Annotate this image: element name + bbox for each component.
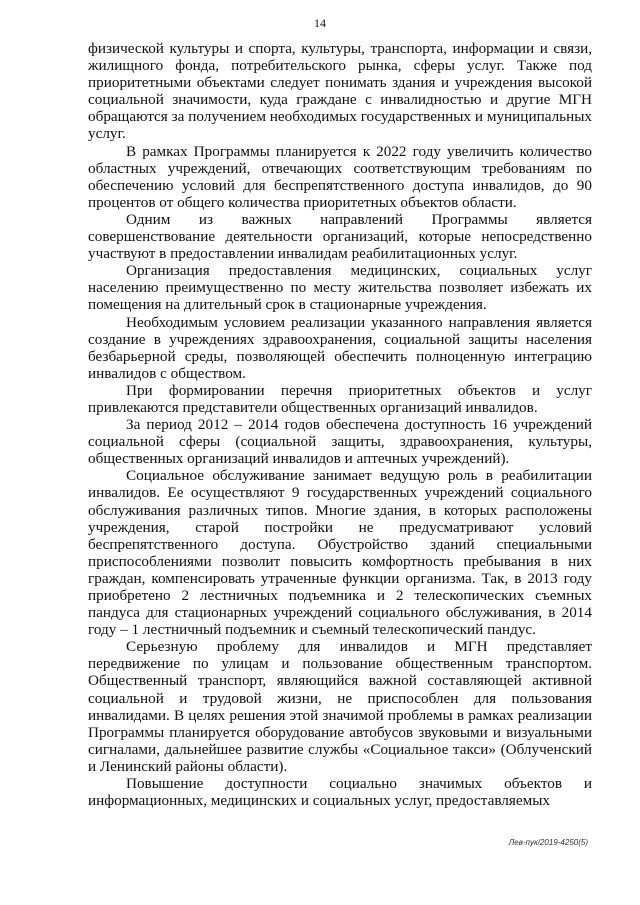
document-body bbox=[88, 40, 592, 809]
paragraph: Необходимым условием реализации указанного направления является создание в учреждениях здравоохранения, социальной защиты населения безбарьерной среды, позволяющей обеспечить полноценную интеграцию инвалидов с обществом. bbox=[88, 313, 592, 382]
paragraph: За период 2012 – 2014 годов обеспечена доступность 16 учреждений социальной сферы (социальной защиты, здравоохранения, культуры, общественных организаций инвалидов и аптечных учреждений). bbox=[88, 416, 592, 468]
page-number: 14 bbox=[314, 16, 326, 30]
paragraph: Организация предоставления медицинских, социальных услуг населению преимущественно по месту жительства позволяет избежать их помещения на длительный срок в стационарные учреждения. bbox=[88, 262, 592, 314]
paragraph: Повышение доступности социально значимых объектов и информационных, медицинских и социальных услуг, предоставляемых bbox=[88, 775, 592, 810]
paragraph: При формировании перечня приоритетных объектов и услуг привлекаются представители общественных организаций инвалидов. bbox=[88, 381, 592, 416]
paragraph: Социальное обслуживание занимает ведущую роль в реабилитации инвалидов. Ее осуществляют 9 государственных учреждений социального обслуживания различных типов. Многие здания, в которых расположены учреждения, старой постройки не предусматривают условий беспрепятственного доступа. Обустройство зданий специальными приспособлениями позволит повысить комфортность пребывания в них граждан, компенсировать утраченные функции организма. Так, в 2013 году приобретено 2 лестничных подъемника и 2 телескопических съемных пандуса для стационарных учреждений социального обслуживания, в 2014 году – 1 лестничный подъемник и съемный телескопический пандус. bbox=[88, 467, 592, 639]
paragraph: Одним из важных направлений Программы является совершенствование деятельности организаций, которые непосредственно участвуют в предоставлении инвалидам реабилитационных услуг. bbox=[88, 210, 592, 263]
paragraph: Серьезную проблему для инвалидов и МГН представляет передвижение по улицам и пользование общественным транспортом. Общественный транспорт, являющийся важной составляющей активной социальной и трудовой жизни, не приспособлен для пользования инвалидами. В целях решения этой значимой проблемы в рамках реализации Программы планируется оборудование автобусов звуковыми и визуальными сигналами, дальнейшее развитие службы «Социальное такси» (Облученский и Ленинский районы области). bbox=[88, 638, 592, 775]
paragraph: В рамках Программы планируется к 2022 году увеличить количество областных учреждений, отвечающих соответствующим требованиям по обеспечению условий для беспрепятственного доступа инвалидов, до 90 процентов от общего количества приоритетных объектов области. bbox=[88, 142, 592, 211]
paragraph: физической культуры и спорта, культуры, транспорта, информации и связи, жилищного фонда, потребительского рынка, сферы услуг. Также под приоритетными объектами следует понимать здания и учреждения высокой социальной значимости, куда граждане с инвалидностью и другие МГН обращаются за получением необходимых государственных и муниципальных услуг. bbox=[88, 40, 592, 143]
document-code-footer: Лев-пук/2019-4250(5) bbox=[508, 838, 588, 847]
